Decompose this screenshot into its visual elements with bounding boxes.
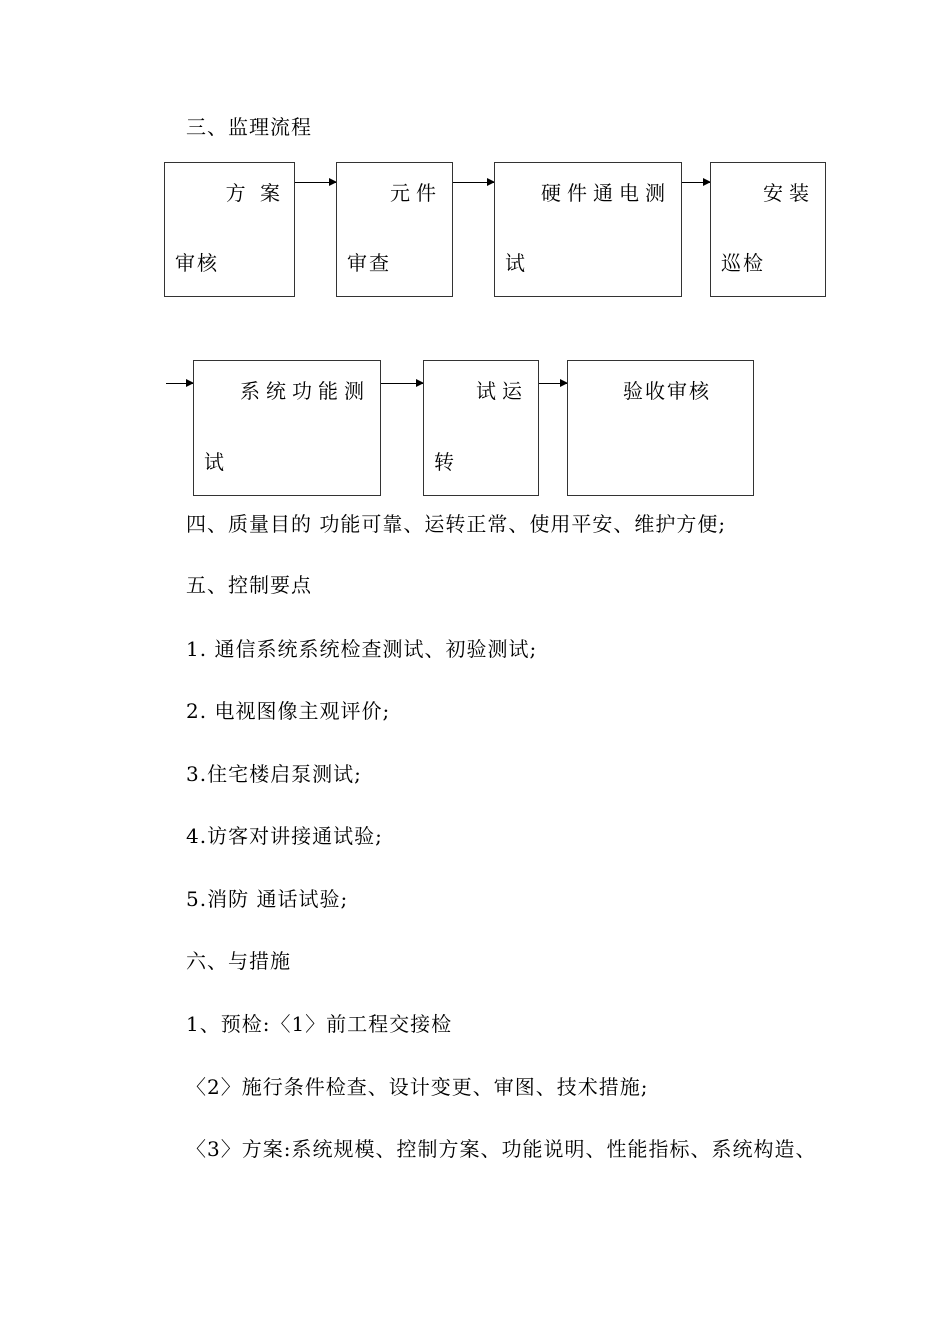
control-point-item: 5.消防 通话试验; [186,887,349,911]
control-point-item: 1. 通信系统系统检查测试、初验测试; [186,637,538,661]
measure-item: 〈3〉方案:系统规模、控制方案、功能说明、性能指标、系统构造、 [186,1137,817,1161]
flow-arrow [539,383,567,384]
control-point-item: 3.住宅楼启泵测试; [186,762,362,786]
flow-arrow [381,383,423,384]
heading-supervision-flow: 三、监理流程 [186,115,312,139]
flow-box-trial-run [423,360,539,496]
measure-item: 1、预检:〈1〉前工程交接检 [186,1012,453,1036]
flow-box-top-text: 系统功能测 [240,379,370,403]
flow-box-top-text: 安装 [763,181,815,205]
flow-box-top-text: 方 案 [225,181,284,205]
heading-control-points: 五、控制要点 [186,573,312,597]
flow-box-component-review [336,162,453,297]
flow-box-top-text: 元件 [390,181,442,205]
flow-box-bottom-text: 试 [204,450,226,474]
flow-arrow [453,182,494,183]
flow-box-bottom-text: 审核 [175,251,219,275]
heading-measures: 六、与措施 [186,949,291,973]
flow-arrow [295,182,336,183]
flow-box-top-text: 验收审核 [623,379,711,403]
flow-box-system-test [193,360,381,496]
flow-box-install-inspect [710,162,826,297]
flow-box-plan-review [164,162,295,297]
flow-arrow [682,182,710,183]
measure-item: 〈2〉施行条件检查、设计变更、审图、技术措施; [186,1075,649,1099]
flow-box-bottom-text: 试 [505,251,527,275]
flow-box-bottom-text: 审查 [347,251,391,275]
flow-box-bottom-text: 巡检 [721,251,765,275]
heading-quality-goal: 四、质量目的 功能可靠、运转正常、使用平安、维护方便; [186,512,727,536]
flow-box-top-text: 硬件通电测 [541,181,671,205]
control-point-item: 4.访客对讲接通试验; [186,824,383,848]
control-point-item: 2. 电视图像主观评价; [186,699,391,723]
flow-arrow [166,383,193,384]
flow-box-acceptance [567,360,754,496]
flow-box-top-text: 试运 [476,379,528,403]
flow-box-hardware-test [494,162,682,297]
flow-box-bottom-text: 转 [434,450,456,474]
